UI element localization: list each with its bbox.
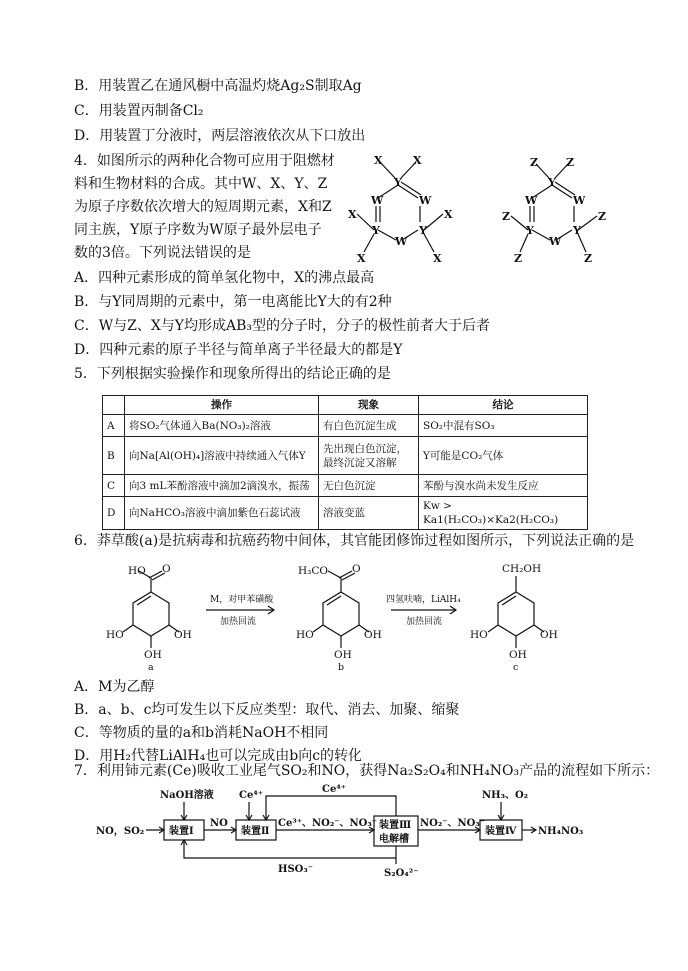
table-row xyxy=(103,475,588,497)
z-label: Z xyxy=(530,156,539,169)
table-row xyxy=(103,415,588,437)
y-label: Y xyxy=(548,176,556,189)
y-label: Y xyxy=(419,224,427,237)
phenomenon-line-1: 先出现白色沉淀， xyxy=(323,442,407,455)
w-label: W xyxy=(525,194,538,207)
q3-option-c: C．用装置丙制备Cl₂ xyxy=(74,103,204,119)
q4-stem-line-3: 为原子序数依次增大的短周期元素，X和Z xyxy=(74,199,332,215)
ho-label: HO xyxy=(128,565,146,577)
o-label: O xyxy=(352,563,361,575)
w-label: W xyxy=(395,235,408,248)
x-label: X xyxy=(374,154,383,167)
naoh-label: NaOH溶液 xyxy=(160,790,214,801)
y-label: Y xyxy=(526,224,534,237)
s2o4-label: S₂O₄²⁻ xyxy=(384,868,419,878)
conclusion-cell: 苯酚与溴水尚未发生反应 xyxy=(419,475,588,497)
operation-cell: 向Na[Al(OH)₄]溶液中持续通入气体Y xyxy=(125,437,319,475)
q6-option-b: B．a、b、c均可发生以下反应类型：取代、消去、加聚、缩聚 xyxy=(74,702,460,718)
device-3-electrolyzer: 电解槽 xyxy=(379,834,409,845)
y-label: Y xyxy=(394,176,402,189)
table-header: 结论 xyxy=(419,396,588,415)
x-label: X xyxy=(348,208,357,221)
ring-a xyxy=(133,592,169,636)
w-label: W xyxy=(549,235,562,248)
hso3-label: HSO₃⁻ xyxy=(278,864,314,875)
table-header-row xyxy=(103,396,588,415)
q6-reaction-scheme xyxy=(106,560,596,672)
q4-stem-line-4: 同主族，Y原子序数为W原子最外层电子 xyxy=(74,222,322,238)
nh3-o2-label: NH₃、O₂ xyxy=(482,790,529,801)
table-header xyxy=(103,396,125,415)
arrow-1-condition: 加热回流 xyxy=(220,617,257,627)
oh-label: OH xyxy=(174,629,192,641)
q3-option-b: B．用装置乙在通风橱中高温灼烧Ag₂S制取Ag xyxy=(74,78,362,94)
phenomenon-cell: 无白色沉淀 xyxy=(319,475,419,497)
row-key: A xyxy=(103,415,125,437)
product-label: NH₄NO₃ xyxy=(538,826,584,837)
device-1: 装置Ⅰ xyxy=(169,826,194,837)
arrow-2-condition: 加热回流 xyxy=(406,617,443,627)
x-label: X xyxy=(444,208,453,221)
ring-c xyxy=(498,592,534,636)
q4-option-c: C．W与Z、X与Y均形成AB₃型的分子时，分子的极性前者大于后者 xyxy=(74,318,491,334)
z-label: Z xyxy=(514,252,523,265)
q7-process-flow xyxy=(96,782,606,878)
q6-stem: 6．莽草酸(a)是抗病毒和抗癌药物中间体，其官能团修饰过程如图所示，下列说法正确的是 xyxy=(74,533,635,549)
oh-label: OH xyxy=(144,649,162,661)
arrow-1-reagent: M，对甲苯磺酸 xyxy=(210,595,274,605)
q4-stem-line-2: 料和生物材料的合成。其中W、X、Y、Z xyxy=(74,176,328,192)
row-key: B xyxy=(103,437,125,475)
table-row xyxy=(103,437,588,475)
oh-label: OH xyxy=(540,629,558,641)
operation-cell: 向3 mL苯酚溶液中滴加2滴溴水，振荡 xyxy=(125,475,319,497)
table-header: 操作 xyxy=(125,396,319,415)
row-key: C xyxy=(103,475,125,497)
w-label: W xyxy=(371,194,384,207)
q5-stem: 5．下列根据实验操作和现象所得出的结论正确的是 xyxy=(74,366,391,382)
phenomenon-cell: 有白色沉淀生成 xyxy=(319,415,419,437)
compound-a-label: a xyxy=(148,662,154,672)
device-3-output: NO₂⁻、NO₃⁻ xyxy=(420,818,486,829)
conclusion-cell: Y可能是CO₂气体 xyxy=(419,437,588,475)
q4-option-b: B．与Y同周期的元素中，第一电离能比Y大的有2种 xyxy=(74,294,392,310)
ce4-label: Ce⁴⁺ xyxy=(322,784,346,795)
ho-label: HO xyxy=(106,629,124,641)
y-label: Y xyxy=(573,224,581,237)
x-label: X xyxy=(433,252,442,265)
q6-option-a: A．M为乙醇 xyxy=(74,679,155,695)
no-label: NO xyxy=(210,818,228,829)
intermediate-ions: Ce³⁺、NO₂⁻、NO₃⁻ xyxy=(278,818,377,829)
oh-label: OH xyxy=(334,649,352,661)
z-label: Z xyxy=(502,210,511,223)
z-label: Z xyxy=(598,210,607,223)
w-label: W xyxy=(419,194,432,207)
phenomenon-cell: 溶液变蓝 xyxy=(319,497,419,530)
phenomenon-line-2: 最终沉淀又溶解 xyxy=(323,456,397,469)
q4-option-a: A．四种元素形成的简单氢化物中，X的沸点最高 xyxy=(74,270,375,286)
h3co-label: H₃CO xyxy=(298,565,329,577)
y-label: Y xyxy=(372,224,380,237)
q4-stem-line-1: 4．如图所示的两种化合物可应用于阻燃材 xyxy=(74,153,335,169)
ho-label: HO xyxy=(296,629,314,641)
q5-experiment-table xyxy=(102,395,588,530)
conclusion-cell: Kw > Ka1(H₂CO₃)×Ka2(H₂CO₃) xyxy=(419,497,588,530)
ce4-label: Ce⁴⁺ xyxy=(239,790,263,801)
input-gases: NO，SO₂ xyxy=(96,826,145,837)
conclusion-cell: SO₂中混有SO₃ xyxy=(419,415,588,437)
operation-cell: 将SO₂气体通入Ba(NO₃)₂溶液 xyxy=(125,415,319,437)
q3-option-d: D．用装置丁分液时，两层溶液依次从下口放出 xyxy=(74,128,366,144)
device-3: 装置Ⅲ xyxy=(379,820,412,831)
z-label: Z xyxy=(584,252,593,265)
device-2: 装置Ⅱ xyxy=(241,826,270,837)
phenomenon-cell xyxy=(319,437,419,475)
w-label: W xyxy=(573,194,586,207)
oh-label: OH xyxy=(364,629,382,641)
q6-option-c: C．等物质的量的a和b消耗NaOH不相同 xyxy=(74,725,329,741)
ch2oh-label: CH₂OH xyxy=(502,563,542,575)
device-4: 装置Ⅳ xyxy=(485,826,517,837)
row-key: D xyxy=(103,497,125,530)
x-label: X xyxy=(413,154,422,167)
compound-c-label: c xyxy=(513,662,519,672)
table-row xyxy=(103,497,588,530)
q4-option-d: D．四种元素的原子半径与简单离子半径最大的都是Y xyxy=(74,342,403,358)
compound-b-label: b xyxy=(338,662,345,672)
arrow-2-reagent: 四氢呋喃，LiAlH₄ xyxy=(386,595,461,605)
o-label: O xyxy=(162,563,171,575)
q7-stem: 7．利用铈元素(Ce)吸收工业尾气SO₂和NO，获得Na₂S₂O₄和NH₄NO₃产品的流程如下所示： xyxy=(74,763,660,779)
ring-b xyxy=(323,592,359,636)
oh-label: OH xyxy=(509,649,527,661)
operation-cell: 向NaHCO₃溶液中滴加紫色石蕊试液 xyxy=(125,497,319,530)
ho-label: HO xyxy=(470,629,488,641)
q4-ring-figures xyxy=(340,148,640,266)
z-label: Z xyxy=(566,156,575,169)
q6-option-d: D．用H₂代替LiAlH₄也可以完成由b向c的转化 xyxy=(74,748,363,764)
x-label: X xyxy=(357,252,366,265)
q4-stem-line-5: 数的3倍。下列说法错误的是 xyxy=(74,245,251,261)
table-header: 现象 xyxy=(319,396,419,415)
